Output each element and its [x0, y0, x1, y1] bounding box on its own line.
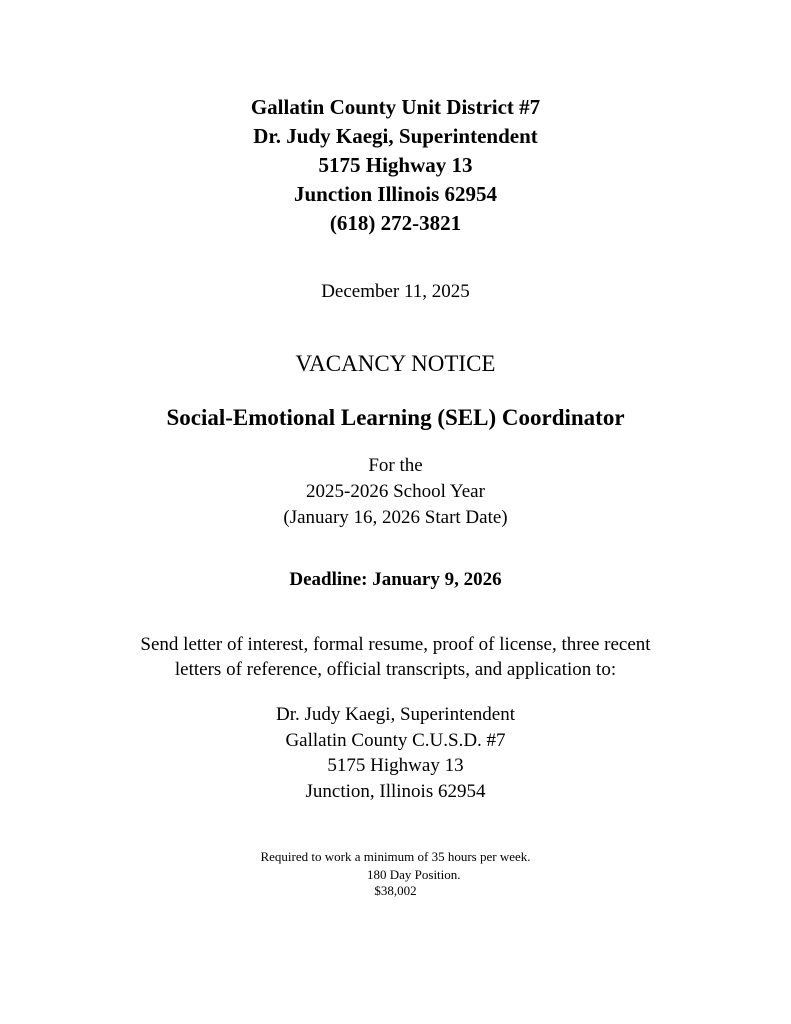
instructions-line-2: letters of reference, official transcripts, and application to: — [174, 659, 617, 680]
application-deadline: Deadline: January 9, 2026 — [289, 569, 502, 590]
vacancy-notice-heading: VACANCY NOTICE — [295, 351, 496, 376]
term-school-year: 2025-2026 School Year — [306, 481, 485, 502]
term-for-the: For the — [368, 455, 423, 476]
district-phone: (618) 272-3821 — [329, 211, 462, 235]
instructions-line-1: Send letter of interest, formal resume, proof of license, three recent — [140, 634, 651, 655]
position-title: Social-Emotional Learning (SEL) Coordinator — [166, 405, 625, 430]
superintendent-name: Dr. Judy Kaegi, Superintendent — [253, 124, 538, 148]
mailing-city-state-zip: Junction, Illinois 62954 — [305, 781, 486, 802]
district-street-address: 5175 Highway 13 — [318, 153, 473, 177]
district-name: Gallatin County Unit District #7 — [250, 95, 541, 119]
hours-requirement: Required to work a minimum of 35 hours per week. — [260, 849, 531, 864]
notice-date: December 11, 2025 — [321, 281, 470, 302]
term-start-date: (January 16, 2026 Start Date) — [283, 507, 508, 528]
salary: $38,002 — [374, 883, 417, 898]
day-position: 180 Day Position. — [367, 867, 461, 882]
district-city-state-zip: Junction Illinois 62954 — [293, 182, 498, 206]
mailing-organization: Gallatin County C.U.S.D. #7 — [285, 730, 506, 751]
mailing-name: Dr. Judy Kaegi, Superintendent — [275, 704, 516, 725]
mailing-street: 5175 Highway 13 — [327, 755, 464, 776]
